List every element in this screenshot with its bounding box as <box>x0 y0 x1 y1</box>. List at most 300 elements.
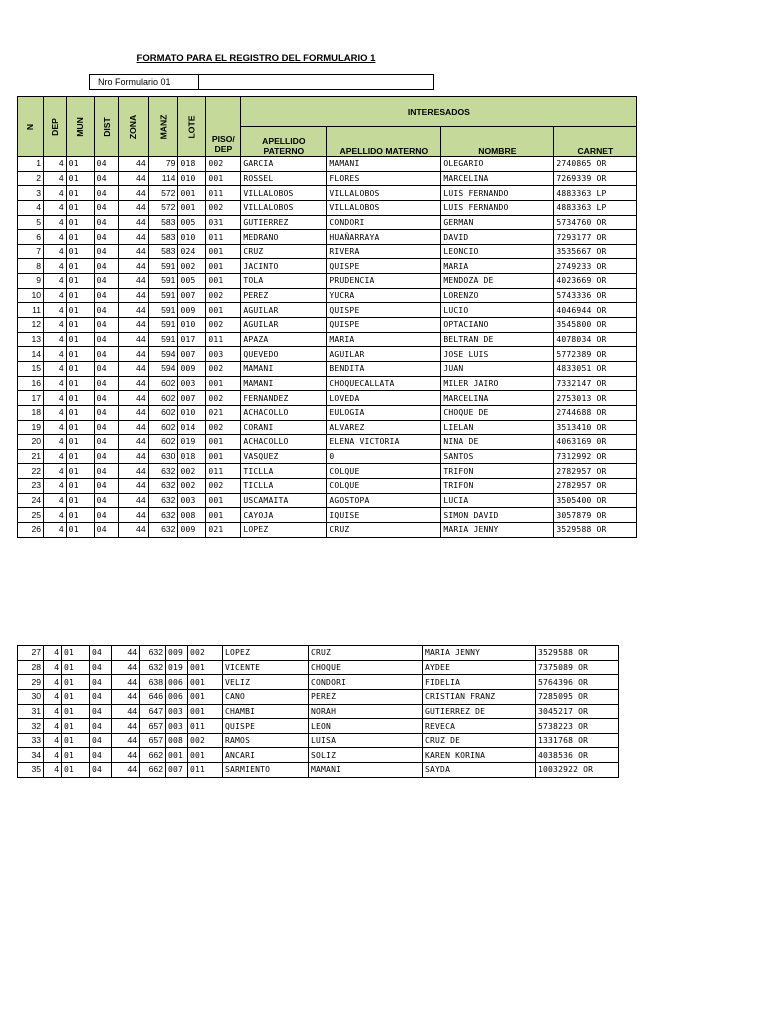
cell-apellido-materno: CHOQUE <box>309 660 423 675</box>
cell-nombre: OPTACIANO <box>441 318 554 333</box>
cell-apellido-materno: ALVAREZ <box>327 420 441 435</box>
cell-nombre: LUIS FERNANDO <box>441 186 554 201</box>
cell-apellido-materno: FLORES <box>327 171 441 186</box>
cell-n: 6 <box>18 230 44 245</box>
table-row <box>18 689 619 704</box>
cell-apellido-materno: 0 <box>327 449 441 464</box>
cell-mun: 01 <box>66 449 94 464</box>
registry-table <box>17 96 637 538</box>
cell-lote: 007 <box>178 288 206 303</box>
cell-apellido-materno: EULOGIA <box>327 405 441 420</box>
cell-zona: 44 <box>119 508 148 523</box>
cell-n: 34 <box>18 748 44 763</box>
cell-lote: 019 <box>178 435 206 450</box>
cell-manz: 591 <box>148 259 178 274</box>
form-number-label: Nro Formulario 01 <box>90 75 199 89</box>
cell-n: 27 <box>18 646 44 661</box>
cell-apellido-materno: QUISPE <box>327 259 441 274</box>
cell-dep: 4 <box>44 464 67 479</box>
cell-carnet: 4046944 OR <box>554 303 637 318</box>
table-row <box>18 157 637 172</box>
cell-carnet: 3529588 OR <box>554 523 637 538</box>
cell-dist: 04 <box>94 347 119 362</box>
cell-dist: 04 <box>94 274 119 289</box>
cell-apellido-paterno: VASQUEZ <box>241 449 327 464</box>
cell-lote: 003 <box>178 376 206 391</box>
table-row <box>18 733 619 748</box>
cell-nombre: TRIFON <box>441 479 554 494</box>
cell-carnet: 2782957 OR <box>554 479 637 494</box>
cell-carnet: 3529588 OR <box>536 646 619 661</box>
cell-carnet: 2744688 OR <box>554 405 637 420</box>
cell-apellido-materno: CONDORI <box>309 675 423 690</box>
cell-carnet: 7332147 OR <box>554 376 637 391</box>
cell-manz: 591 <box>148 274 178 289</box>
cell-zona: 44 <box>119 493 148 508</box>
cell-carnet: 3057879 OR <box>554 508 637 523</box>
cell-zona: 44 <box>112 733 140 748</box>
cell-piso-dep: 001 <box>206 244 241 259</box>
table-row <box>18 660 619 675</box>
cell-piso-dep: 003 <box>206 347 241 362</box>
cell-manz: 602 <box>148 376 178 391</box>
cell-manz: 632 <box>148 479 178 494</box>
cell-mun: 01 <box>66 376 94 391</box>
cell-piso-dep: 002 <box>206 157 241 172</box>
cell-apellido-paterno: JACINTO <box>241 259 327 274</box>
cell-zona: 44 <box>112 748 140 763</box>
cell-n: 2 <box>18 171 44 186</box>
cell-dist: 04 <box>94 420 119 435</box>
cell-carnet: 3505400 OR <box>554 493 637 508</box>
cell-apellido-paterno: AGUILAR <box>241 318 327 333</box>
table-row <box>18 215 637 230</box>
cell-lote: 003 <box>166 704 188 719</box>
cell-dep: 4 <box>44 186 67 201</box>
cell-dist: 04 <box>94 508 119 523</box>
cell-piso-dep: 001 <box>188 675 223 690</box>
cell-piso-dep: 001 <box>206 493 241 508</box>
cell-dep: 4 <box>44 733 62 748</box>
table-row <box>18 376 637 391</box>
cell-apellido-paterno: CANO <box>223 689 309 704</box>
cell-manz: 630 <box>148 449 178 464</box>
cell-piso-dep: 001 <box>188 704 223 719</box>
cell-zona: 44 <box>119 303 148 318</box>
cell-dist: 04 <box>94 435 119 450</box>
table-row <box>18 332 637 347</box>
table-row <box>18 704 619 719</box>
cell-n: 19 <box>18 420 44 435</box>
cell-mun: 01 <box>66 493 94 508</box>
cell-piso-dep: 001 <box>188 748 223 763</box>
cell-apellido-materno: MAMANI <box>327 157 441 172</box>
registry-table-continued <box>17 645 619 778</box>
cell-apellido-paterno: LOPEZ <box>241 523 327 538</box>
cell-dist: 04 <box>94 244 119 259</box>
table-row <box>18 361 637 376</box>
cell-mun: 01 <box>66 391 94 406</box>
cell-lote: 006 <box>166 689 188 704</box>
cell-manz: 572 <box>148 186 178 201</box>
cell-piso-dep: 001 <box>206 259 241 274</box>
cell-lote: 001 <box>166 748 188 763</box>
cell-mun: 01 <box>66 288 94 303</box>
cell-carnet: 1331768 OR <box>536 733 619 748</box>
cell-apellido-paterno: VICENTE <box>223 660 309 675</box>
table-row <box>18 435 637 450</box>
cell-carnet: 4063169 0R <box>554 435 637 450</box>
table-row <box>18 200 637 215</box>
cell-dist: 04 <box>90 763 112 778</box>
cell-manz: 602 <box>148 420 178 435</box>
header-dep: DEP <box>44 97 67 157</box>
cell-zona: 44 <box>119 361 148 376</box>
cell-zona: 44 <box>119 288 148 303</box>
cell-lote: 010 <box>178 171 206 186</box>
cell-apellido-paterno: TICLLA <box>241 479 327 494</box>
cell-zona: 44 <box>112 646 140 661</box>
cell-lote: 006 <box>166 675 188 690</box>
cell-zona: 44 <box>112 689 140 704</box>
cell-dep: 4 <box>44 704 62 719</box>
cell-apellido-materno: PEREZ <box>309 689 423 704</box>
cell-n: 5 <box>18 215 44 230</box>
table-row <box>18 318 637 333</box>
cell-lote: 008 <box>166 733 188 748</box>
cell-piso-dep: 002 <box>206 288 241 303</box>
cell-dist: 04 <box>90 660 112 675</box>
cell-mun: 01 <box>62 748 90 763</box>
cell-lote: 009 <box>178 523 206 538</box>
cell-apellido-paterno: AGUILAR <box>241 303 327 318</box>
cell-mun: 01 <box>62 763 90 778</box>
cell-manz: 583 <box>148 230 178 245</box>
cell-manz: 591 <box>148 332 178 347</box>
cell-dist: 04 <box>90 719 112 734</box>
cell-carnet: 3513410 OR <box>554 420 637 435</box>
cell-piso-dep: 001 <box>206 449 241 464</box>
cell-manz: 583 <box>148 215 178 230</box>
cell-manz: 632 <box>140 660 166 675</box>
cell-dep: 4 <box>44 523 67 538</box>
cell-lote: 014 <box>178 420 206 435</box>
cell-lote: 024 <box>178 244 206 259</box>
cell-manz: 632 <box>148 508 178 523</box>
table-row <box>18 763 619 778</box>
cell-lote: 002 <box>178 259 206 274</box>
table-row <box>18 748 619 763</box>
cell-piso-dep: 001 <box>206 435 241 450</box>
cell-dep: 4 <box>44 748 62 763</box>
cell-dep: 4 <box>44 157 67 172</box>
cell-piso-dep: 002 <box>206 391 241 406</box>
cell-apellido-materno: CRUZ <box>309 646 423 661</box>
cell-n: 11 <box>18 303 44 318</box>
cell-dist: 04 <box>90 675 112 690</box>
cell-mun: 01 <box>66 186 94 201</box>
cell-apellido-paterno: CHAMBI <box>223 704 309 719</box>
cell-dep: 4 <box>44 405 67 420</box>
cell-nombre: MENDOZA DE <box>441 274 554 289</box>
cell-dep: 4 <box>44 171 67 186</box>
cell-n: 13 <box>18 332 44 347</box>
cell-zona: 44 <box>119 171 148 186</box>
cell-nombre: SAYDA <box>423 763 536 778</box>
cell-lote: 005 <box>178 215 206 230</box>
cell-dist: 04 <box>94 200 119 215</box>
cell-zona: 44 <box>119 391 148 406</box>
cell-apellido-paterno: RAMOS <box>223 733 309 748</box>
cell-lote: 003 <box>166 719 188 734</box>
cell-dist: 04 <box>94 376 119 391</box>
header-apellido-materno: APELLIDO MATERNO <box>327 127 441 157</box>
cell-dist: 04 <box>90 704 112 719</box>
cell-apellido-paterno: VILLALOBOS <box>241 186 327 201</box>
cell-n: 35 <box>18 763 44 778</box>
registry-table-body <box>18 157 637 538</box>
cell-carnet: 2782957 OR <box>554 464 637 479</box>
cell-dist: 04 <box>94 171 119 186</box>
table-row <box>18 449 637 464</box>
cell-piso-dep: 021 <box>206 405 241 420</box>
cell-piso-dep: 001 <box>206 376 241 391</box>
table-row <box>18 420 637 435</box>
cell-nombre: GUTIERREZ DE <box>423 704 536 719</box>
cell-carnet: 4883363 LP <box>554 200 637 215</box>
cell-apellido-materno: QUISPE <box>327 303 441 318</box>
cell-zona: 44 <box>119 259 148 274</box>
cell-apellido-materno: ELENA VICTORIA <box>327 435 441 450</box>
cell-piso-dep: 031 <box>206 215 241 230</box>
cell-nombre: CRISTIAN FRANZ <box>423 689 536 704</box>
cell-apellido-paterno: ANCARI <box>223 748 309 763</box>
cell-lote: 018 <box>178 157 206 172</box>
cell-mun: 01 <box>62 733 90 748</box>
cell-piso-dep: 001 <box>188 689 223 704</box>
cell-apellido-materno: CRUZ <box>327 523 441 538</box>
cell-dep: 4 <box>44 361 67 376</box>
cell-piso-dep: 002 <box>206 318 241 333</box>
cell-manz: 572 <box>148 200 178 215</box>
cell-manz: 594 <box>148 347 178 362</box>
cell-dep: 4 <box>44 435 67 450</box>
cell-nombre: MILER JAIRO <box>441 376 554 391</box>
cell-carnet: 3045217 OR <box>536 704 619 719</box>
cell-zona: 44 <box>119 200 148 215</box>
cell-dep: 4 <box>44 288 67 303</box>
cell-dep: 4 <box>44 763 62 778</box>
cell-dist: 04 <box>94 303 119 318</box>
table-row <box>18 347 637 362</box>
cell-apellido-paterno: CRUZ <box>241 244 327 259</box>
cell-mun: 01 <box>66 435 94 450</box>
cell-apellido-paterno: VELIZ <box>223 675 309 690</box>
cell-n: 28 <box>18 660 44 675</box>
cell-mun: 01 <box>66 259 94 274</box>
cell-dep: 4 <box>44 200 67 215</box>
cell-dep: 4 <box>44 493 67 508</box>
cell-manz: 602 <box>148 391 178 406</box>
cell-apellido-materno: NORAH <box>309 704 423 719</box>
cell-n: 32 <box>18 719 44 734</box>
header-interesados: INTERESADOS <box>241 97 637 127</box>
cell-lote: 009 <box>178 303 206 318</box>
cell-manz: 114 <box>148 171 178 186</box>
cell-dist: 04 <box>94 479 119 494</box>
cell-nombre: JOSE LUIS <box>441 347 554 362</box>
cell-apellido-materno: SOLIZ <box>309 748 423 763</box>
cell-mun: 01 <box>66 171 94 186</box>
cell-piso-dep: 011 <box>188 719 223 734</box>
form-number-value <box>199 75 433 89</box>
cell-dist: 04 <box>94 259 119 274</box>
cell-piso-dep: 011 <box>206 332 241 347</box>
cell-manz: 647 <box>140 704 166 719</box>
cell-piso-dep: 002 <box>206 200 241 215</box>
cell-n: 21 <box>18 449 44 464</box>
cell-apellido-paterno: QUEVEDO <box>241 347 327 362</box>
cell-lote: 007 <box>178 391 206 406</box>
cell-zona: 44 <box>119 376 148 391</box>
cell-dist: 04 <box>94 230 119 245</box>
cell-n: 25 <box>18 508 44 523</box>
table-row <box>18 244 637 259</box>
cell-piso-dep: 001 <box>206 508 241 523</box>
cell-dep: 4 <box>44 479 67 494</box>
cell-manz: 591 <box>148 303 178 318</box>
cell-piso-dep: 011 <box>206 230 241 245</box>
cell-piso-dep: 002 <box>206 361 241 376</box>
cell-carnet: 5734760 OR <box>554 215 637 230</box>
cell-mun: 01 <box>62 719 90 734</box>
cell-piso-dep: 001 <box>188 660 223 675</box>
cell-apellido-paterno: ROSSEL <box>241 171 327 186</box>
cell-dist: 04 <box>94 361 119 376</box>
cell-carnet: 7269339 OR <box>554 171 637 186</box>
cell-n: 17 <box>18 391 44 406</box>
cell-dist: 04 <box>94 449 119 464</box>
cell-carnet: 4023669 OR <box>554 274 637 289</box>
cell-dep: 4 <box>44 215 67 230</box>
cell-mun: 01 <box>62 704 90 719</box>
table-row <box>18 523 637 538</box>
cell-dep: 4 <box>44 376 67 391</box>
cell-apellido-materno: IQUISE <box>327 508 441 523</box>
cell-piso-dep: 002 <box>188 733 223 748</box>
cell-carnet: 7312992 OR <box>554 449 637 464</box>
cell-nombre: GERMAN <box>441 215 554 230</box>
cell-dep: 4 <box>44 508 67 523</box>
cell-n: 3 <box>18 186 44 201</box>
cell-dist: 04 <box>94 493 119 508</box>
cell-manz: 79 <box>148 157 178 172</box>
cell-carnet: 4038536 OR <box>536 748 619 763</box>
cell-nombre: MARIA JENNY <box>441 523 554 538</box>
cell-dep: 4 <box>44 347 67 362</box>
cell-manz: 632 <box>148 523 178 538</box>
table-row <box>18 646 619 661</box>
header-lote: LOTE <box>178 97 206 157</box>
cell-dist: 04 <box>94 318 119 333</box>
cell-mun: 01 <box>66 479 94 494</box>
header-zona: ZONA <box>119 97 148 157</box>
cell-apellido-materno: MARIA <box>327 332 441 347</box>
cell-apellido-paterno: GUTIERREZ <box>241 215 327 230</box>
cell-n: 7 <box>18 244 44 259</box>
cell-manz: 602 <box>148 405 178 420</box>
cell-lote: 002 <box>178 479 206 494</box>
cell-mun: 01 <box>62 646 90 661</box>
cell-piso-dep: 011 <box>206 464 241 479</box>
cell-mun: 01 <box>66 244 94 259</box>
cell-manz: 591 <box>148 288 178 303</box>
cell-zona: 44 <box>112 660 140 675</box>
cell-nombre: MARCELINA <box>441 171 554 186</box>
registry-table-continued-body <box>18 646 619 778</box>
cell-n: 12 <box>18 318 44 333</box>
cell-carnet: 3545800 OR <box>554 318 637 333</box>
table-row <box>18 186 637 201</box>
cell-mun: 01 <box>66 523 94 538</box>
cell-apellido-materno: VILLALOBOS <box>327 186 441 201</box>
cell-lote: 001 <box>178 200 206 215</box>
cell-piso-dep: 002 <box>206 479 241 494</box>
cell-dist: 04 <box>94 523 119 538</box>
table-row <box>18 303 637 318</box>
cell-manz: 583 <box>148 244 178 259</box>
cell-n: 18 <box>18 405 44 420</box>
cell-nombre: MARIA <box>441 259 554 274</box>
cell-mun: 01 <box>66 303 94 318</box>
cell-lote: 018 <box>178 449 206 464</box>
cell-apellido-materno: AGOSTOPA <box>327 493 441 508</box>
cell-mun: 01 <box>66 361 94 376</box>
cell-carnet: 4833051 OR <box>554 361 637 376</box>
cell-n: 26 <box>18 523 44 538</box>
cell-nombre: LUCIA <box>441 493 554 508</box>
cell-piso-dep: 001 <box>206 274 241 289</box>
cell-apellido-paterno: MAMANI <box>241 376 327 391</box>
cell-zona: 44 <box>112 719 140 734</box>
cell-apellido-paterno: TICLLA <box>241 464 327 479</box>
cell-nombre: BELTRAN DE <box>441 332 554 347</box>
cell-zona: 44 <box>119 405 148 420</box>
cell-dep: 4 <box>44 675 62 690</box>
cell-nombre: LUCIO <box>441 303 554 318</box>
cell-carnet: 2740865 OR <box>554 157 637 172</box>
cell-zona: 44 <box>119 230 148 245</box>
cell-zona: 44 <box>119 420 148 435</box>
cell-apellido-materno: RIVERA <box>327 244 441 259</box>
cell-lote: 001 <box>178 186 206 201</box>
cell-dep: 4 <box>44 259 67 274</box>
form-number-box <box>89 74 434 90</box>
cell-nombre: CRUZ DE <box>423 733 536 748</box>
cell-zona: 44 <box>112 704 140 719</box>
cell-piso-dep: 002 <box>206 420 241 435</box>
cell-piso-dep: 002 <box>188 646 223 661</box>
cell-carnet: 7285095 OR <box>536 689 619 704</box>
cell-nombre: MARCELINA <box>441 391 554 406</box>
cell-lote: 007 <box>178 347 206 362</box>
cell-nombre: SIMON DAVID <box>441 508 554 523</box>
cell-dist: 04 <box>90 748 112 763</box>
cell-manz: 594 <box>148 361 178 376</box>
cell-lote: 009 <box>178 361 206 376</box>
cell-zona: 44 <box>119 274 148 289</box>
cell-carnet: 5772389 OR <box>554 347 637 362</box>
